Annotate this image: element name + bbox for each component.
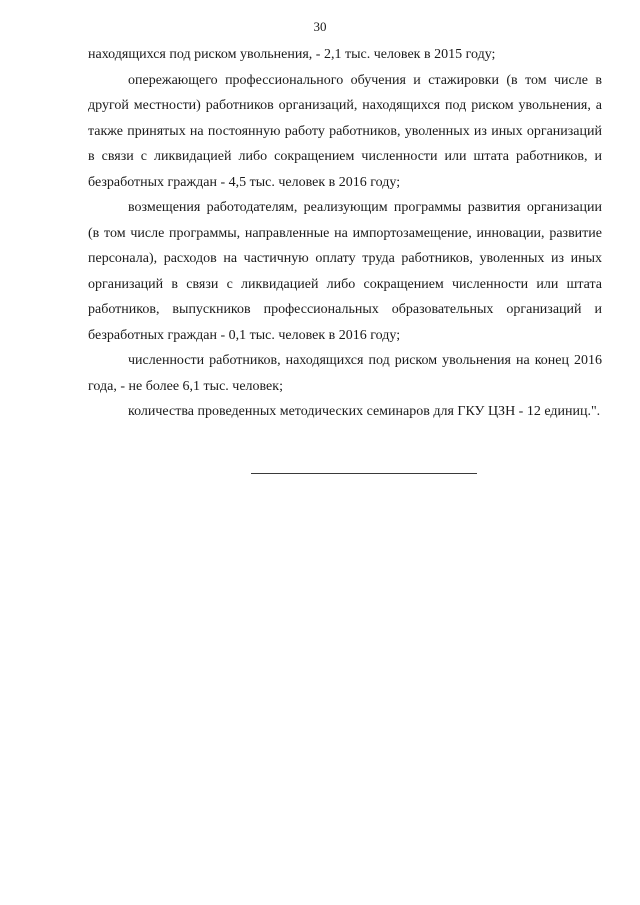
page-number: 30 bbox=[313, 19, 327, 34]
paragraph-training: опережающего профессионального обучения и стажировки (в том числе в другой местности) работников организаций, находящихся под риском увольнения, а также принятых на постоянную работу работников, уволенных из иных организаций в связи с ликвидацией либо сокращением численности или штата работников, и безработных граждан - 4,5 тыс. человек в 2016 году; bbox=[88, 72, 602, 190]
paragraph-employer-compensation: возмещения работодателям, реализующим программы развития организации (в том числе программы, направленные на импортозамещение, инновации, развитие персонала), расходов на частичную оплату труда работников, уволенных из иных организаций в связи с ликвидацией либо сокращением численности или штата работников, выпускников профессиональных образовательных организаций и безработных граждан - 0,1 тыс. человек в 2016 году; bbox=[88, 200, 602, 343]
paragraph-workers-at-risk: численности работников, находящихся под риском увольнения на конец 2016 года, - не более 6,1 тыс. человек; bbox=[88, 353, 602, 394]
paragraph-seminars: количества проведенных методических семинаров для ГКУ ЦЗН - 12 единиц.". bbox=[128, 404, 601, 419]
document-body bbox=[88, 42, 602, 425]
end-separator-line bbox=[251, 473, 477, 474]
paragraph-continuation: находящихся под риском увольнения, - 2,1 тыс. человек в 2015 году; bbox=[88, 47, 496, 62]
